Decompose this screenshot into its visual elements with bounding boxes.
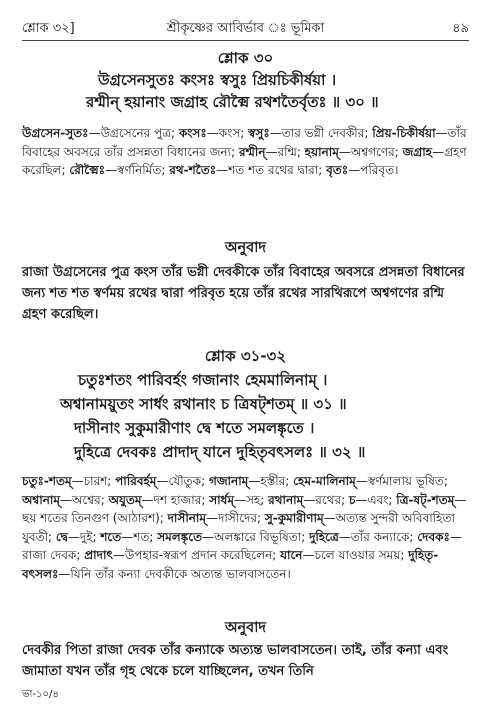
gloss-meaning: যিনি তাঁর কন্যা দেবকীকে অত্যন্ত ভালবাসতেন।: [70, 566, 291, 581]
gloss-word: চ: [348, 492, 356, 507]
gloss-meaning: পরিবৃত।: [360, 163, 399, 177]
gloss-meaning: দশ হাজার;: [153, 492, 210, 507]
gloss-meaning: শত;: [133, 529, 158, 544]
gloss-word: স্বসুঃ: [248, 126, 270, 140]
gloss-word: চতুঃ-শতম্: [22, 474, 72, 488]
gloss-word: অযুতম্: [108, 492, 142, 507]
translation-heading-30: অনুবাদ: [224, 240, 267, 256]
translation-heading-31-32: অনুবাদ: [224, 620, 267, 636]
gloss-meaning: দুই;: [79, 529, 101, 544]
gloss-word: রথ-শতৈঃ: [169, 163, 217, 177]
gloss-meaning: উগ্রসেনের পুত্র;: [100, 126, 179, 140]
word-meanings-31-32: চতুঃ-শতম্—চারশ; পারিবর্হম্—যৌতুক; গজানাম্—হস্তীর; হেম-মালিনাম্—স্বর্ণমালায় ভূষিত; অশ্বানাম্—অশ্বের; অযুতম্—দশ হাজার; সার্ধম্—সহ; রথানাম্—রথের; চ—এবং; ত্রি-ষট্-শতম্—ছয় শতের তিনগুণ (আঠারশ); দাসীনাম্—দাসীদের; সু-কুমারীণাম্—অত্যন্ত সুন্দরী অবিবাহিতা যুবতী; দ্বে—দুই; শতে—শত; সমলঙ্কৃতে—অলঙ্কারে বিভূষিতা; দুহিত্রে—তাঁর কন্যাকে; দেবকঃ—রাজা দেবক; প্রাদাৎ—উপহার-স্বরূপ প্রদান করেছিলেন; যানে—চলে যাওয়ার সময়; দুহিতৃ-বৎসলঃ—যিনি তাঁর কন্যা দেবকীকে অত্যন্ত ভালবাসতেন।: [22, 474, 467, 581]
gloss-meaning: হস্তীর;: [260, 474, 294, 488]
gloss-meaning: ছয় শতের তিনগুণ (আঠারশ);: [22, 511, 168, 525]
gloss-word: প্রিয়-চিকীর্ষয়া: [372, 126, 436, 140]
word-meanings-30: উগ্রসেন-সুতঃ—উগ্রসেনের পুত্র; কংসঃ—কংস; স্বসুঃ—তার ভগ্নী দেবকীর; প্রিয়-চিকীর্ষয়া—তাঁর বিবাহের অবসরে তাঁর প্রসন্নতা বিধানের জন্য; রশ্মীন্—রশ্মি; হয়ানাম্—অশ্বগণের; জগ্রাহ—গ্রহণ করেছিল; রৌক্মৈঃ—স্বর্ণনির্মিত; রথ-শতৈঃ—শত শত রথের দ্বারা; বৃতঃ—পরিবৃত।: [22, 126, 467, 177]
gloss-word: দেবকঃ: [417, 529, 450, 544]
gloss-word: সমলঙ্কৃতে: [157, 529, 203, 544]
gloss-meaning: তার ভগ্নী দেবকীর;: [281, 126, 373, 140]
gloss-word: সার্ধম্: [209, 492, 235, 507]
gloss-meaning: কংস;: [218, 126, 249, 140]
gloss-meaning: রাজা দেবক;: [22, 548, 85, 562]
gloss-word: বৃতঃ: [326, 163, 349, 177]
gloss-word: কংসঃ: [178, 126, 207, 140]
gloss-word: উগ্রসেন-সুতঃ: [22, 126, 89, 140]
signature-mark: ভা-১০/৪: [22, 689, 59, 700]
verse-32-line-2: দুহিত্রে দেবকঃ প্রাদাদ্ যানে দুহিতৃবৎসলঃ ॥ ৩২ ॥: [74, 443, 366, 461]
gloss-meaning: উপহার-স্বরূপ প্রদান করেছিলেন;: [124, 548, 281, 562]
verse-31-line-1: চতুঃশতং পারিবর্হং গজানাং হেমমালিনাম্ ।: [78, 371, 328, 389]
gloss-word: হেম-মালিনাম্: [293, 474, 356, 488]
gloss-meaning: স্বর্ণমালায় ভূষিত;: [367, 474, 448, 488]
verse-32-line-1: দাসীনাং সুকুমারীণাং দ্বে শতে সমলঙ্কৃতে ।: [74, 419, 315, 437]
gloss-word: দুহিতৃ-বৎসলঃ: [22, 548, 439, 581]
running-header: [22, 18, 469, 41]
gloss-meaning: অশ্বগণের;: [350, 144, 403, 159]
gloss-meaning: চলে যাওয়ার সময়;: [314, 548, 409, 562]
gloss-word: দ্বে: [55, 529, 68, 544]
gloss-word: যানে: [280, 548, 303, 562]
gloss-word: হয়ানাম্: [304, 144, 339, 159]
verse-31-32-title: শ্লোক ৩১-৩২: [204, 347, 287, 365]
translation-30: রাজা উগ্রসেনের পুত্র কংস তাঁর ভগ্নী দেবকীকে তাঁর বিবাহের অবসরে প্রসন্নতা বিধানের জন্য শত শত স্বর্ণময় রথের দ্বারা পরিবৃত হয়ে তাঁর রথের সারথিরূপে অশ্বগণের রশ্মি গ্রহণ করেছিল।: [22, 265, 465, 322]
gloss-meaning: তাঁর কন্যাকে;: [350, 529, 418, 544]
gloss-word: সু-কুমারীণাম্: [264, 511, 324, 525]
gloss-meaning: অলঙ্কারে বিভূষিতা;: [214, 529, 310, 544]
gloss-word: রশ্মীন্: [238, 144, 266, 159]
verse-31-line-2: অশ্বানাময়ুতং সার্ধং রথানাং চ ত্রিষট্শতম্ ॥ ৩১ ॥: [60, 395, 347, 413]
gloss-word: প্রাদাৎ: [84, 548, 113, 562]
gloss-word: দাসীনাম্: [167, 511, 207, 525]
gloss-meaning: এবং;: [367, 492, 397, 507]
gloss-word: জগ্রাহ: [402, 144, 433, 159]
gloss-meaning: তাঁর বিবাহের অবসরে তাঁর প্রসন্নতা বিধানের জন্য;: [22, 126, 467, 159]
gloss-meaning: গ্রহণ করেছিল;: [22, 144, 467, 177]
gloss-meaning: স্বর্ণনির্মিত;: [117, 163, 170, 177]
gloss-word: শতে: [100, 529, 122, 544]
gloss-word: রৌক্মৈঃ: [69, 163, 106, 177]
gloss-meaning: রশ্মি;: [277, 144, 305, 159]
verse-30-line-1: উগ্রসেনসুতঃ কংসঃ স্বসুঃ প্রিয়চিকীর্ষয়া ।: [98, 71, 337, 89]
gloss-word: পারিবর্হম্: [115, 474, 157, 488]
verse-30-title: শ্লোক ৩০: [217, 49, 274, 67]
header-verse-ref: শ্লোক ৩২]: [22, 21, 75, 36]
page-number: ৪৯: [452, 21, 469, 36]
gloss-word: রথানাম্: [268, 492, 304, 507]
gloss-meaning: অশ্বের;: [72, 492, 109, 507]
gloss-meaning: যৌতুক;: [168, 474, 209, 488]
gloss-meaning: চারশ;: [83, 474, 116, 488]
gloss-word: দুহিত্রে: [309, 529, 339, 544]
translation-31-32: দেবকীর পিতা রাজা দেবক তাঁর কন্যাকে অত্যন্ত ভালবাসতেন। তাই, তাঁর কন্যা এবং জামাতা যখন তাঁর গৃহ থেকে চলে যাচ্ছিলেন, তখন তিনি: [22, 643, 449, 679]
gloss-meaning: শত শত রথের দ্বারা;: [228, 163, 327, 177]
verse-30-line-2: রশ্মীন্ হয়ানাং জগ্রাহ রৌক্মৈ রথশতৈর্বৃতঃ ॥ ৩০ ॥: [86, 93, 379, 111]
gloss-word: অশ্বানাম্: [22, 492, 61, 507]
gloss-meaning: সহ;: [246, 492, 269, 507]
gloss-word: গজানাম্: [208, 474, 249, 488]
gloss-word: ত্রি-ষট্-শতম্: [396, 492, 455, 507]
gloss-meaning: দাসীদের;: [218, 511, 265, 525]
gloss-meaning: রথের;: [315, 492, 349, 507]
header-chapter-title: শ্রীকৃষ্ণের আবির্ভাব ঃ ভূমিকা: [166, 21, 325, 36]
gloss-meaning: অত্যন্ত সুন্দরী অবিবাহিতা যুবতী;: [22, 511, 455, 544]
